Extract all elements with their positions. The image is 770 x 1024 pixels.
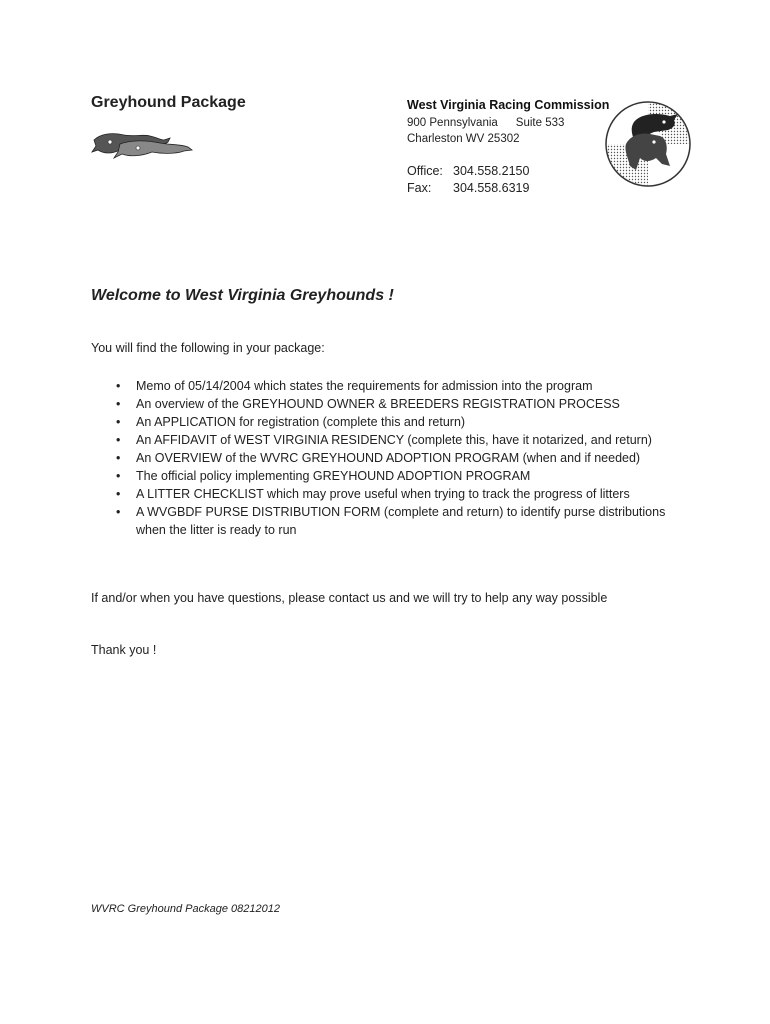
- bullet-icon: •: [116, 487, 121, 501]
- list-item: • A WVGBDF PURSE DISTRIBUTION FORM (complete and return) to identify purse distributions when the litter is ready to run: [116, 505, 666, 537]
- list-item: • An overview of the GREYHOUND OWNER & BREEDERS REGISTRATION PROCESS: [116, 397, 620, 411]
- greyhound-logo-icon: [90, 126, 194, 160]
- list-item: • A LITTER CHECKLIST which may prove useful when trying to track the progress of litters: [116, 487, 630, 501]
- office-line: [407, 164, 529, 178]
- office-phone: 304.558.2150: [453, 164, 530, 178]
- bullet-icon: •: [116, 505, 121, 519]
- bullet-icon: •: [116, 433, 121, 447]
- list-item: • An OVERVIEW of the WVRC GREYHOUND ADOPTION PROGRAM (when and if needed): [116, 451, 641, 465]
- fax-phone: 304.558.6319: [453, 181, 530, 195]
- fax-line: [407, 181, 529, 195]
- org-name: West Virginia Racing Commission: [407, 98, 610, 112]
- bullet-icon: •: [116, 451, 121, 465]
- commission-seal-icon: [604, 100, 692, 188]
- bullet-icon: •: [116, 469, 121, 483]
- questions-text: If and/or when you have questions, please contact us and we will try to help any way possible: [91, 591, 608, 605]
- welcome-heading: Welcome to West Virginia Greyhounds !: [91, 287, 394, 304]
- thanks-text: Thank you !: [91, 643, 157, 657]
- package-title: Greyhound Package: [91, 94, 246, 111]
- address-line-1: [407, 117, 564, 129]
- bullet-icon: •: [116, 379, 121, 393]
- office-label: Office:: [407, 164, 443, 178]
- package-contents-list: [91, 377, 691, 539]
- bullet-icon: •: [116, 415, 121, 429]
- address-city: Charleston WV 25302: [407, 133, 520, 145]
- intro-text: You will find the following in your package:: [91, 341, 325, 355]
- list-item: • An AFFIDAVIT of WEST VIRGINIA RESIDENCY (complete this, have it notarized, and return): [116, 433, 652, 447]
- list-item: • The official policy implementing GREYHOUND ADOPTION PROGRAM: [116, 469, 531, 483]
- fax-label: Fax:: [407, 181, 432, 195]
- list-item: • An APPLICATION for registration (complete this and return): [116, 415, 466, 429]
- footer-text: WVRC Greyhound Package 08212012: [91, 903, 280, 915]
- address-suite: Suite 533: [515, 117, 565, 129]
- address-street: 900 Pennsylvania: [407, 117, 498, 129]
- list-item: • Memo of 05/14/2004 which states the requirements for admission into the program: [116, 379, 593, 393]
- bullet-icon: •: [116, 397, 121, 411]
